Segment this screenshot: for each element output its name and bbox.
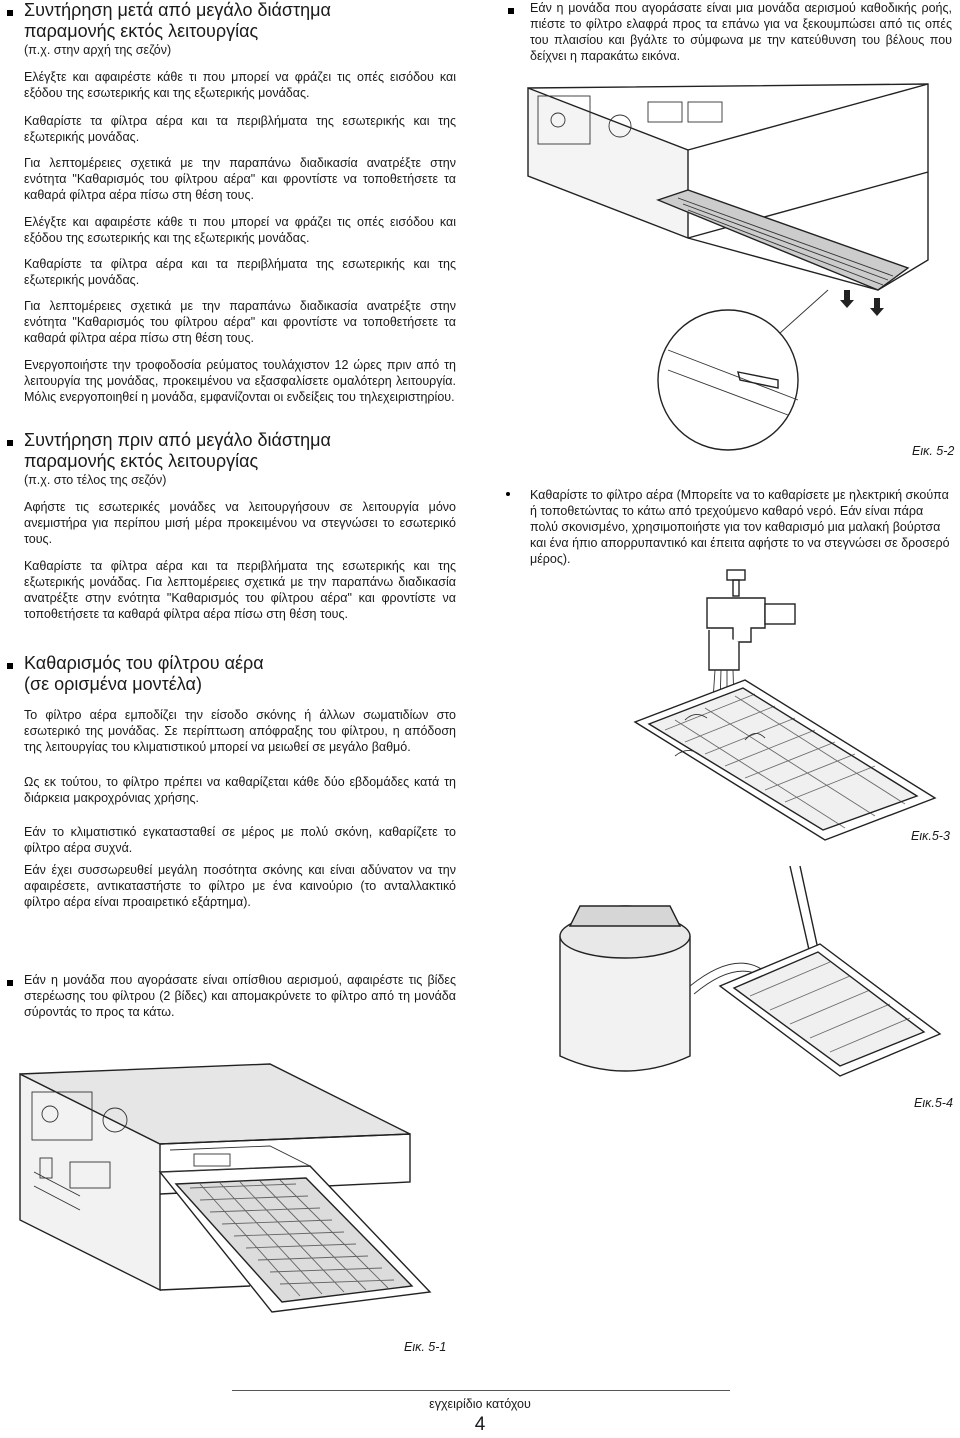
paragraph: Εάν η μονάδα που αγοράσατε είναι μια μονάδα αερισμού καθοδικής ροής, πιέστε το φίλτρο ελαφρά προς τα επάνω για να ξεκουμπώσει από τις οπές του πλαισίου και βγάλτε το σύμφωνα με την κατεύθυνση του βέλους που δείχνει η παρακάτω εικόνα. <box>530 1 952 63</box>
figure-5-3-illustration <box>615 570 945 840</box>
paragraph: Ελέγξτε και αφαιρέστε κάθε τι που μπορεί να φράζει τις οπές εισόδου και εξόδου της εσωτερικής και της εξωτερικής μονάδας. <box>24 70 456 100</box>
figure-caption: Εικ.5-3 <box>911 829 950 843</box>
paragraph: Ως εκ τούτου, το φίλτρο πρέπει να καθαρίζεται κάθε δύο εβδομάδες κατά τη διάρκεια μακροχρόνιας χρήσης. <box>24 775 456 805</box>
paragraph: Εάν η μονάδα που αγοράσατε είναι οπίσθιου αερισμού, αφαιρέστε τις βίδες στερέωσης του φίλτρου (2 βίδες) και απομακρύνετε το φίλτρο από τη μονάδα σύροντάς το προς τα κάτω. <box>24 973 456 1019</box>
figure-caption: Εικ.5-4 <box>914 1096 953 1110</box>
paragraph: Το φίλτρο αέρα εμποδίζει την είσοδο σκόνης ή άλλων σωματιδίων στο εσωτερικό της μονάδας. Σε περίπτωση απόφραξης του φίλτρου, η απόδοση της λειτουργίας του κλιματιστικού μπορεί να μειωθεί σε μεγάλο βαθμό. <box>24 708 456 754</box>
paragraph: Καθαρίστε το φίλτρο αέρα (Μπορείτε να το καθαρίσετε με ηλεκτρική σκούπα ή τοποθετώντας το κάτω από τρεχούμενο καθαρό νερό. Εάν είναι πάρα πολύ σκονισμένο, χρησιμοποιήστε για τον καθαρισμό μια μαλακή βούρτσα και ένα ήπιο απορρυπαντικό και έπειτα αφήστε το να στεγνώσει σε δροσερό μέρος). <box>530 488 950 566</box>
paragraph: Ενεργοποιήστε την τροφοδοσία ρεύματος τουλάχιστον 12 ώρες πριν από τη λειτουργία της μονάδας, προκειμένου να εξασφαλίσετε ομαλότερη λειτουργία. Μόλις ενεργοποιηθεί η μονάδα, εμφανίζονται οι ενδείξεις του τηλεχειριστηρίου. <box>24 358 456 404</box>
section-title: Συντήρηση πριν από μεγάλο διάστημα παραμονής εκτός λειτουργίας <box>24 430 331 471</box>
faucet <box>707 570 795 670</box>
zoom-circle <box>658 310 798 450</box>
section-filter-cleaning <box>24 653 456 695</box>
figure-5-4-illustration <box>520 866 950 1086</box>
paragraph: Ελέγξτε και αφαιρέστε κάθε τι που μπορεί να φράζει τις οπές εισόδου και εξόδου της εσωτερικής και της εξωτερικής μονάδας. <box>24 215 456 245</box>
paragraph: Εάν έχει συσσωρευθεί μεγάλη ποσότητα σκόνης και είναι αδύνατον να την αφαιρέσετε, αντικαταστήστε το φίλτρο με ένα καινούριο (το ανταλλακτικό φίλτρο αέρα είναι προαιρετικό εξάρτημα). <box>24 863 456 909</box>
arrow-markers <box>840 290 884 316</box>
section-maintenance-after <box>24 0 456 58</box>
section-subtitle: (π.χ. στο τέλος της σεζόν) <box>24 473 167 487</box>
paragraph: Εάν το κλιματιστικό εγκατασταθεί σε μέρος με πολύ σκόνη, καθαρίζετε το φίλτρο αέρα συχνά. <box>24 825 456 855</box>
figure-5-2-illustration <box>508 80 958 440</box>
figure-5-1-illustration <box>10 1062 480 1332</box>
figure-caption: Εικ. 5-1 <box>404 1340 447 1354</box>
page-number: 4 <box>474 1414 486 1435</box>
footer-rule <box>232 1390 730 1391</box>
vacuum-cleaner <box>560 906 690 1071</box>
section-maintenance-before <box>24 430 456 488</box>
bullet-dot <box>506 492 510 496</box>
paragraph: Για λεπτομέρειες σχετικά με την παραπάνω διαδικασία ανατρέξτε στην ενότητα "Καθαρισμός του φίλτρου αέρα" και φροντίστε να τοποθετήσετε τα καθαρά φίλτρα αέρα πίσω στη θέση τους. <box>24 299 456 345</box>
paragraph: Καθαρίστε τα φίλτρα αέρα και τα περιβλήματα της εσωτερικής και της εξωτερικής μονάδας. <box>24 257 456 287</box>
paragraph: Αφήστε τις εσωτερικές μονάδες να λειτουργήσουν σε λειτουργία μόνο ανεμιστήρα για περίπου μισή μέρα προκειμένου να στεγνώσει το εσωτερικό τους. <box>24 500 456 546</box>
bullet-square <box>7 440 13 446</box>
paragraph: Καθαρίστε τα φίλτρα αέρα και τα περιβλήματα της εσωτερικής και της εξωτερικής μονάδας. <box>24 114 456 144</box>
paragraph: Για λεπτομέρειες σχετικά με την παραπάνω διαδικασία ανατρέξτε στην ενότητα "Καθαρισμός του φίλτρου αέρα" και φροντίστε να τοποθετήσετε τα καθαρά φίλτρα αέρα πίσω στη θέση τους. <box>24 156 456 202</box>
filter-frame <box>720 944 940 1076</box>
section-subtitle: (π.χ. στην αρχή της σεζόν) <box>24 43 172 57</box>
section-title: Καθαρισμός του φίλτρου αέρα (σε ορισμένα μοντέλα) <box>24 653 264 694</box>
bullet-square <box>7 663 13 669</box>
figure-caption: Εικ. 5-2 <box>912 444 955 458</box>
filter-frame <box>635 680 935 840</box>
section-title: Συντήρηση μετά από μεγάλο διάστημα παραμονής εκτός λειτουργίας <box>24 0 331 41</box>
bullet-square <box>508 8 514 14</box>
footer-label: εγχειρίδιο κατόχου <box>429 1397 531 1411</box>
paragraph: Καθαρίστε τα φίλτρα αέρα και τα περιβλήματα της εσωτερικής και της εξωτερικής μονάδας. Για λεπτομέρειες σχετικά με την παραπάνω διαδικασία ανατρέξτε στην ενότητα "Καθαρισμός του φίλτρου αέρα" και φροντίστε να τοποθετήσετε τα καθαρά φίλτρα αέρα πίσω στη θέση τους. <box>24 559 456 621</box>
bullet-square <box>7 980 13 986</box>
bullet-square <box>7 10 13 16</box>
